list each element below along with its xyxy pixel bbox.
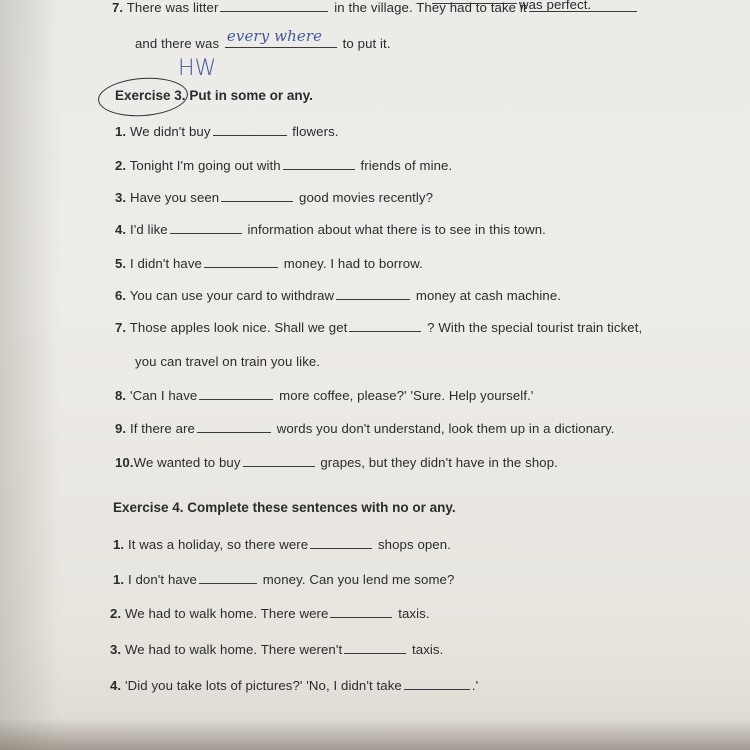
exercise-3-item-10: 10.We wanted to buy grapes, but they didn't have in the shop. [115,455,558,470]
exercise-4-heading: Exercise 4. Complete these sentences with no or any. [113,500,456,515]
exercise-3-item-2: 2. Tonight I'm going out with friends of mine. [115,158,453,173]
exercise-4-item-3: 3. We had to walk home. There weren't taxis. [110,642,444,657]
exercise-3-item-1: 1. We didn't buy flowers. [115,124,339,139]
page-shadow [0,0,60,750]
exercise-3-item-9: 9. If there are words you don't understand, look them up in a dictionary. [115,421,615,436]
exercise-3-heading: Exercise 3. Put in some or any. [115,88,313,103]
exercise-3-item-5: 5. I didn't have money. I had to borrow. [115,256,423,271]
photo-bottom-shadow [0,718,750,750]
exercise-3-item-8: 8. 'Can I have more coffee, please?' 'Sure. Help yourself.' [115,388,534,403]
exercise-3-item-4: 4. I'd like information about what there is to see in this town. [115,222,546,237]
exercise-4-item-2: 2. We had to walk home. There were taxis. [110,606,430,621]
exercise-4-item-1b: 1. I don't have money. Can you lend me some? [113,572,455,587]
handwritten-answer: every where [226,27,323,45]
prev-item-7-line1: 7. There was litter in the village. They had to take it [112,0,639,15]
exercise-4-item-1: 1. It was a holiday, so there were shops open. [113,537,451,552]
exercise-4-item-4: 4. 'Did you take lots of pictures?' 'No, I didn't take .' [110,678,479,693]
exercise-3-item-3: 3. Have you seen good movies recently? [115,190,434,205]
exercise-3-item-6: 6. You can use your card to withdraw money at cash machine. [115,288,562,303]
handwritten-hw-note: HW [178,56,217,81]
prev-partial-text: was perfect. [519,0,592,12]
prev-item-7-line2: and there was every where to put it. [135,27,391,51]
exercise-3-item-7: 7. Those apples look nice. Shall we get ? With the special tourist train ticket, [115,320,643,335]
exercise-3-item-7-continuation: you can travel on train you like. [135,354,321,369]
